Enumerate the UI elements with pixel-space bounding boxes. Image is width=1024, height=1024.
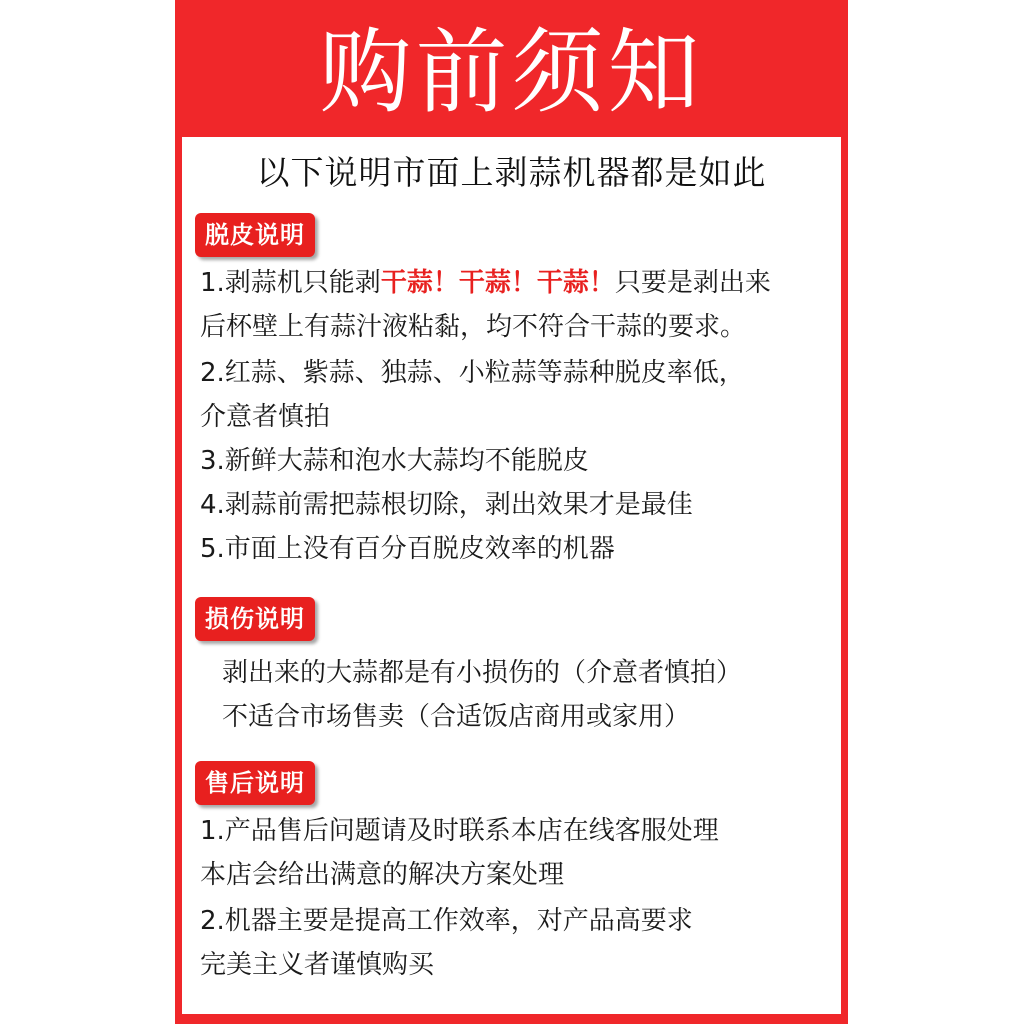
subtitle: 以下说明市面上剥蒜机器都是如此 bbox=[256, 153, 767, 192]
aftersale-item-1-cont: 本店会给出满意的解决方案处理 bbox=[200, 860, 565, 890]
peel-item-3: 3.新鲜大蒜和泡水大蒜均不能脱皮 bbox=[200, 446, 589, 476]
notice-panel bbox=[182, 137, 841, 1014]
peel-item-1-end: 只要是剥出来 bbox=[614, 268, 771, 298]
peel-item-1-highlight: 干蒜！干蒜！干蒜！ bbox=[380, 268, 615, 298]
peel-item-2: 2.红蒜、紫蒜、独蒜、小粒蒜等蒜种脱皮率低， bbox=[200, 358, 745, 388]
peel-item-5: 5.市面上没有百分百脱皮效率的机器 bbox=[200, 534, 615, 564]
section-tag-peel: 脱皮说明 bbox=[195, 213, 315, 257]
aftersale-item-2-cont: 完美主义者谨慎购买 bbox=[200, 950, 435, 980]
page-title: 购前须知 bbox=[319, 19, 704, 126]
damage-line-1: 剥出来的大蒜都是有小损伤的（介意者慎拍） bbox=[222, 658, 743, 688]
peel-item-1-start: 1.剥蒜机只能剥 bbox=[200, 268, 381, 298]
peel-item-4: 4.剥蒜前需把蒜根切除，剥出效果才是最佳 bbox=[200, 490, 693, 520]
peel-item-1 bbox=[200, 261, 771, 305]
peel-item-1-cont: 后杯壁上有蒜汁液粘黏，均不符合干蒜的要求。 bbox=[200, 312, 747, 342]
aftersale-item-2: 2.机器主要是提高工作效率，对产品高要求 bbox=[200, 906, 693, 936]
peel-item-2-cont: 介意者慎拍 bbox=[200, 402, 331, 432]
section-tag-aftersale: 售后说明 bbox=[195, 761, 315, 805]
red-frame bbox=[175, 0, 848, 1024]
damage-line-2: 不适合市场售卖（合适饭店商用或家用） bbox=[222, 702, 691, 732]
aftersale-item-1: 1.产品售后问题请及时联系本店在线客服处理 bbox=[200, 816, 719, 846]
section-tag-damage: 损伤说明 bbox=[195, 597, 315, 641]
